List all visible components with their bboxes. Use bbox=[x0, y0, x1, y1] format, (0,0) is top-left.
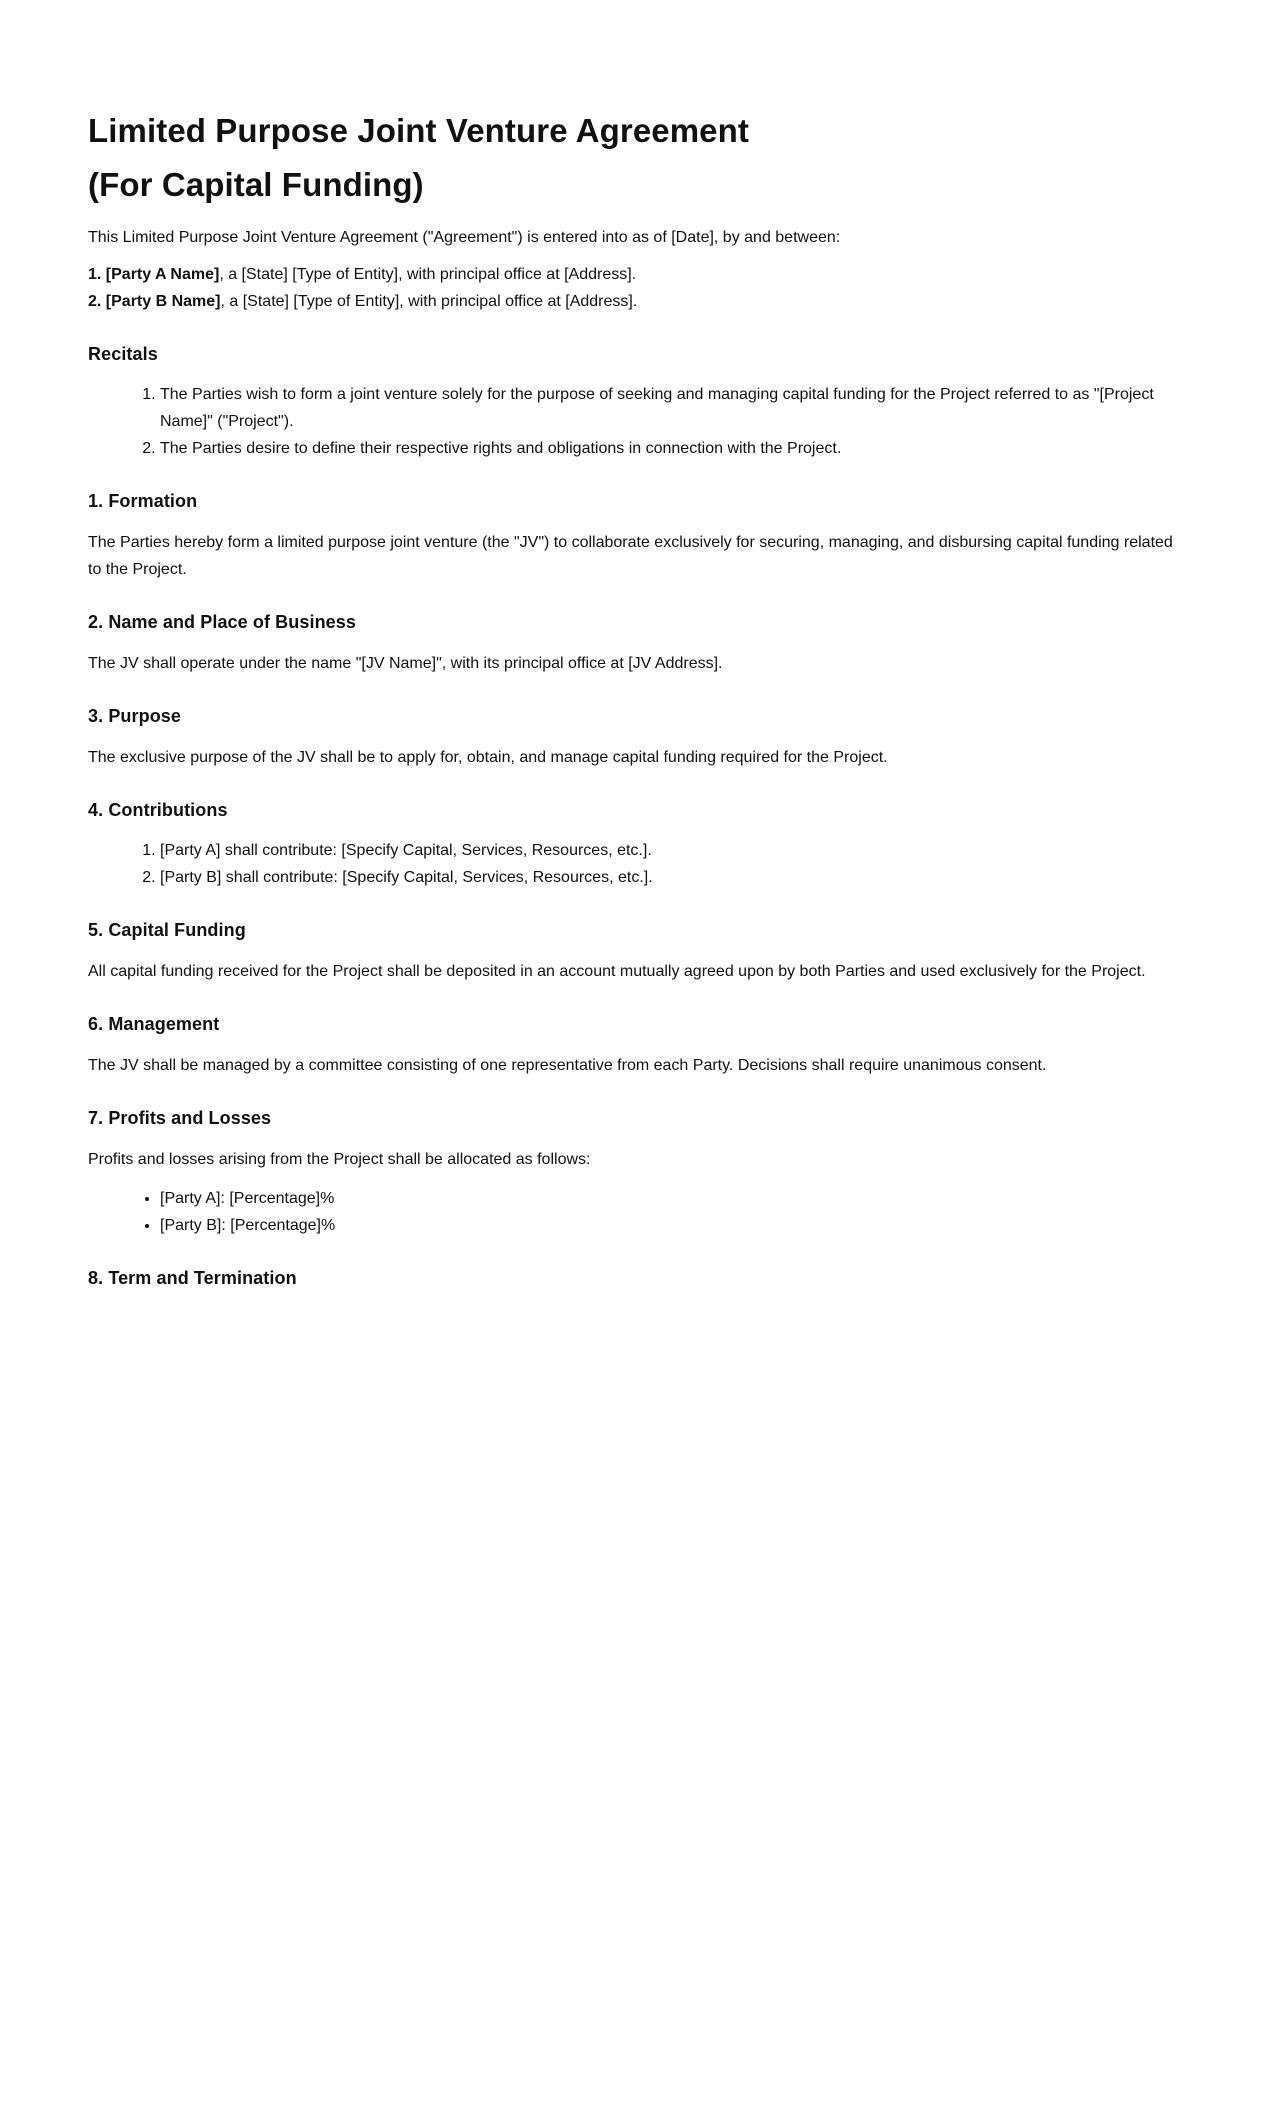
formation-heading: 1. Formation bbox=[88, 491, 198, 511]
term-heading: 8. Term and Termination bbox=[88, 1268, 297, 1288]
management-heading: 6. Management bbox=[88, 1014, 220, 1034]
name-place-section bbox=[88, 610, 1183, 677]
party-b-name: [Party B Name] bbox=[105, 293, 221, 310]
contributions-heading: 4. Contributions bbox=[88, 800, 228, 820]
party-a-number: 1. bbox=[88, 266, 102, 283]
capital-funding-section bbox=[88, 918, 1183, 985]
profits-losses-section bbox=[88, 1106, 1183, 1239]
contributions-section bbox=[88, 798, 1183, 891]
list-item: 2. The Parties desire to define their respective rights and obligations in connection with the Project. bbox=[160, 435, 1183, 462]
profits-losses-text: Profits and losses arising from the Project shall be allocated as follows: bbox=[88, 1151, 591, 1168]
document-title bbox=[88, 104, 1183, 212]
formation-text: The Parties hereby form a limited purpose joint venture (the "JV") to collaborate exclusively for securing, managing, and disbursing capital funding related to the Project. bbox=[88, 534, 1173, 578]
capital-funding-heading: 5. Capital Funding bbox=[88, 920, 246, 940]
party-b-number: 2. bbox=[88, 293, 102, 310]
party-a-details: , a [State] [Type of Entity], with principal office at [Address]. bbox=[219, 266, 637, 283]
party-a-line bbox=[88, 261, 1183, 288]
management-section bbox=[88, 1012, 1183, 1079]
intro-paragraph: This Limited Purpose Joint Venture Agreement ("Agreement") is entered into as of [Date], by and between: bbox=[88, 229, 841, 246]
party-b-details: , a [State] [Type of Entity], with principal office at [Address]. bbox=[220, 293, 638, 310]
term-section bbox=[88, 1266, 1183, 1290]
title-line-2: (For Capital Funding) bbox=[88, 166, 424, 203]
list-item: 1. The Parties wish to form a joint venture solely for the purpose of seeking and managing capital funding for the Project referred to as "[Project Name]" ("Project"). bbox=[160, 381, 1183, 435]
list-item: • [Party B]: [Percentage]% bbox=[160, 1212, 1183, 1239]
party-a-name: [Party A Name] bbox=[105, 266, 220, 283]
list-item: • [Party A]: [Percentage]% bbox=[160, 1185, 1183, 1212]
purpose-text: The exclusive purpose of the JV shall be to apply for, obtain, and manage capital funding required for the Project. bbox=[88, 749, 888, 766]
formation-section bbox=[88, 489, 1183, 583]
management-text: The JV shall be managed by a committee consisting of one representative from each Party. Decisions shall require unanimous consent. bbox=[88, 1057, 1047, 1074]
purpose-section bbox=[88, 704, 1183, 771]
capital-funding-text: All capital funding received for the Project shall be deposited in an account mutually agreed upon by both Parties and used exclusively for the Project. bbox=[88, 963, 1146, 980]
contributions-list bbox=[88, 837, 1183, 891]
profits-losses-list bbox=[88, 1185, 1183, 1239]
list-item: 1. [Party A] shall contribute: [Specify Capital, Services, Resources, etc.]. bbox=[160, 837, 1183, 864]
recitals-list bbox=[88, 381, 1183, 462]
purpose-heading: 3. Purpose bbox=[88, 706, 182, 726]
parties-list bbox=[88, 261, 1183, 315]
name-place-text: The JV shall operate under the name "[JV Name]", with its principal office at [JV Address]. bbox=[88, 655, 723, 672]
party-b-line bbox=[88, 288, 1183, 315]
recitals-section bbox=[88, 342, 1183, 462]
profits-losses-heading: 7. Profits and Losses bbox=[88, 1108, 272, 1128]
title-line-1: Limited Purpose Joint Venture Agreement bbox=[88, 112, 749, 149]
list-item: 2. [Party B] shall contribute: [Specify Capital, Services, Resources, etc.]. bbox=[160, 864, 1183, 891]
name-place-heading: 2. Name and Place of Business bbox=[88, 612, 357, 632]
recitals-heading: Recitals bbox=[88, 344, 158, 364]
